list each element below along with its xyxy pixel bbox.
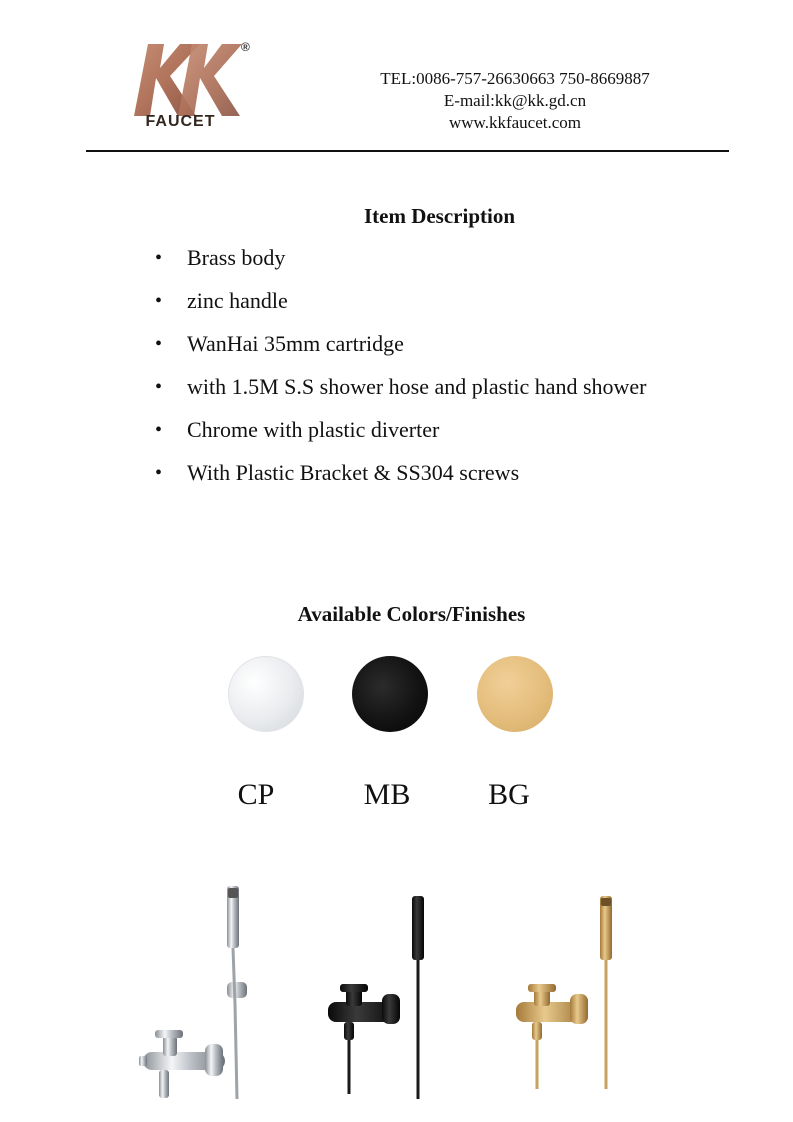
list-item: • with 1.5M S.S shower hose and plastic hand shower bbox=[155, 369, 647, 412]
item-description-list bbox=[155, 240, 647, 498]
registered-mark: ® bbox=[241, 40, 250, 54]
contact-block bbox=[360, 68, 670, 134]
logo-wordmark: FAUCET bbox=[145, 113, 216, 130]
gold-bath-shower-mixer-icon bbox=[508, 884, 628, 1104]
finish-code-bg: BG bbox=[488, 778, 530, 811]
swatch-mb bbox=[352, 656, 428, 732]
list-item: • zinc handle bbox=[155, 283, 647, 326]
list-item: • Chrome with plastic diverter bbox=[155, 412, 647, 455]
header-divider bbox=[86, 150, 729, 152]
finishes-title: Available Colors/Finishes bbox=[297, 602, 526, 626]
list-item: • With Plastic Bracket & SS304 screws bbox=[155, 455, 647, 498]
black-bath-shower-mixer-icon bbox=[320, 884, 440, 1104]
finish-code-mb: MB bbox=[363, 778, 411, 811]
contact-tel: TEL:0086-757-26630663 750-8669887 bbox=[380, 69, 650, 88]
list-item: • Brass body bbox=[155, 240, 647, 283]
contact-website: www.kkfaucet.com bbox=[448, 113, 581, 132]
finish-code-cp: CP bbox=[237, 778, 275, 811]
contact-email: E-mail:kk@kk.gd.cn bbox=[443, 91, 587, 110]
swatch-bg bbox=[477, 656, 553, 732]
chrome-bath-shower-mixer-icon bbox=[135, 884, 255, 1104]
item-description-title: Item Description bbox=[363, 204, 516, 228]
swatch-cp bbox=[228, 656, 304, 732]
list-item: • WanHai 35mm cartridge bbox=[155, 326, 647, 369]
